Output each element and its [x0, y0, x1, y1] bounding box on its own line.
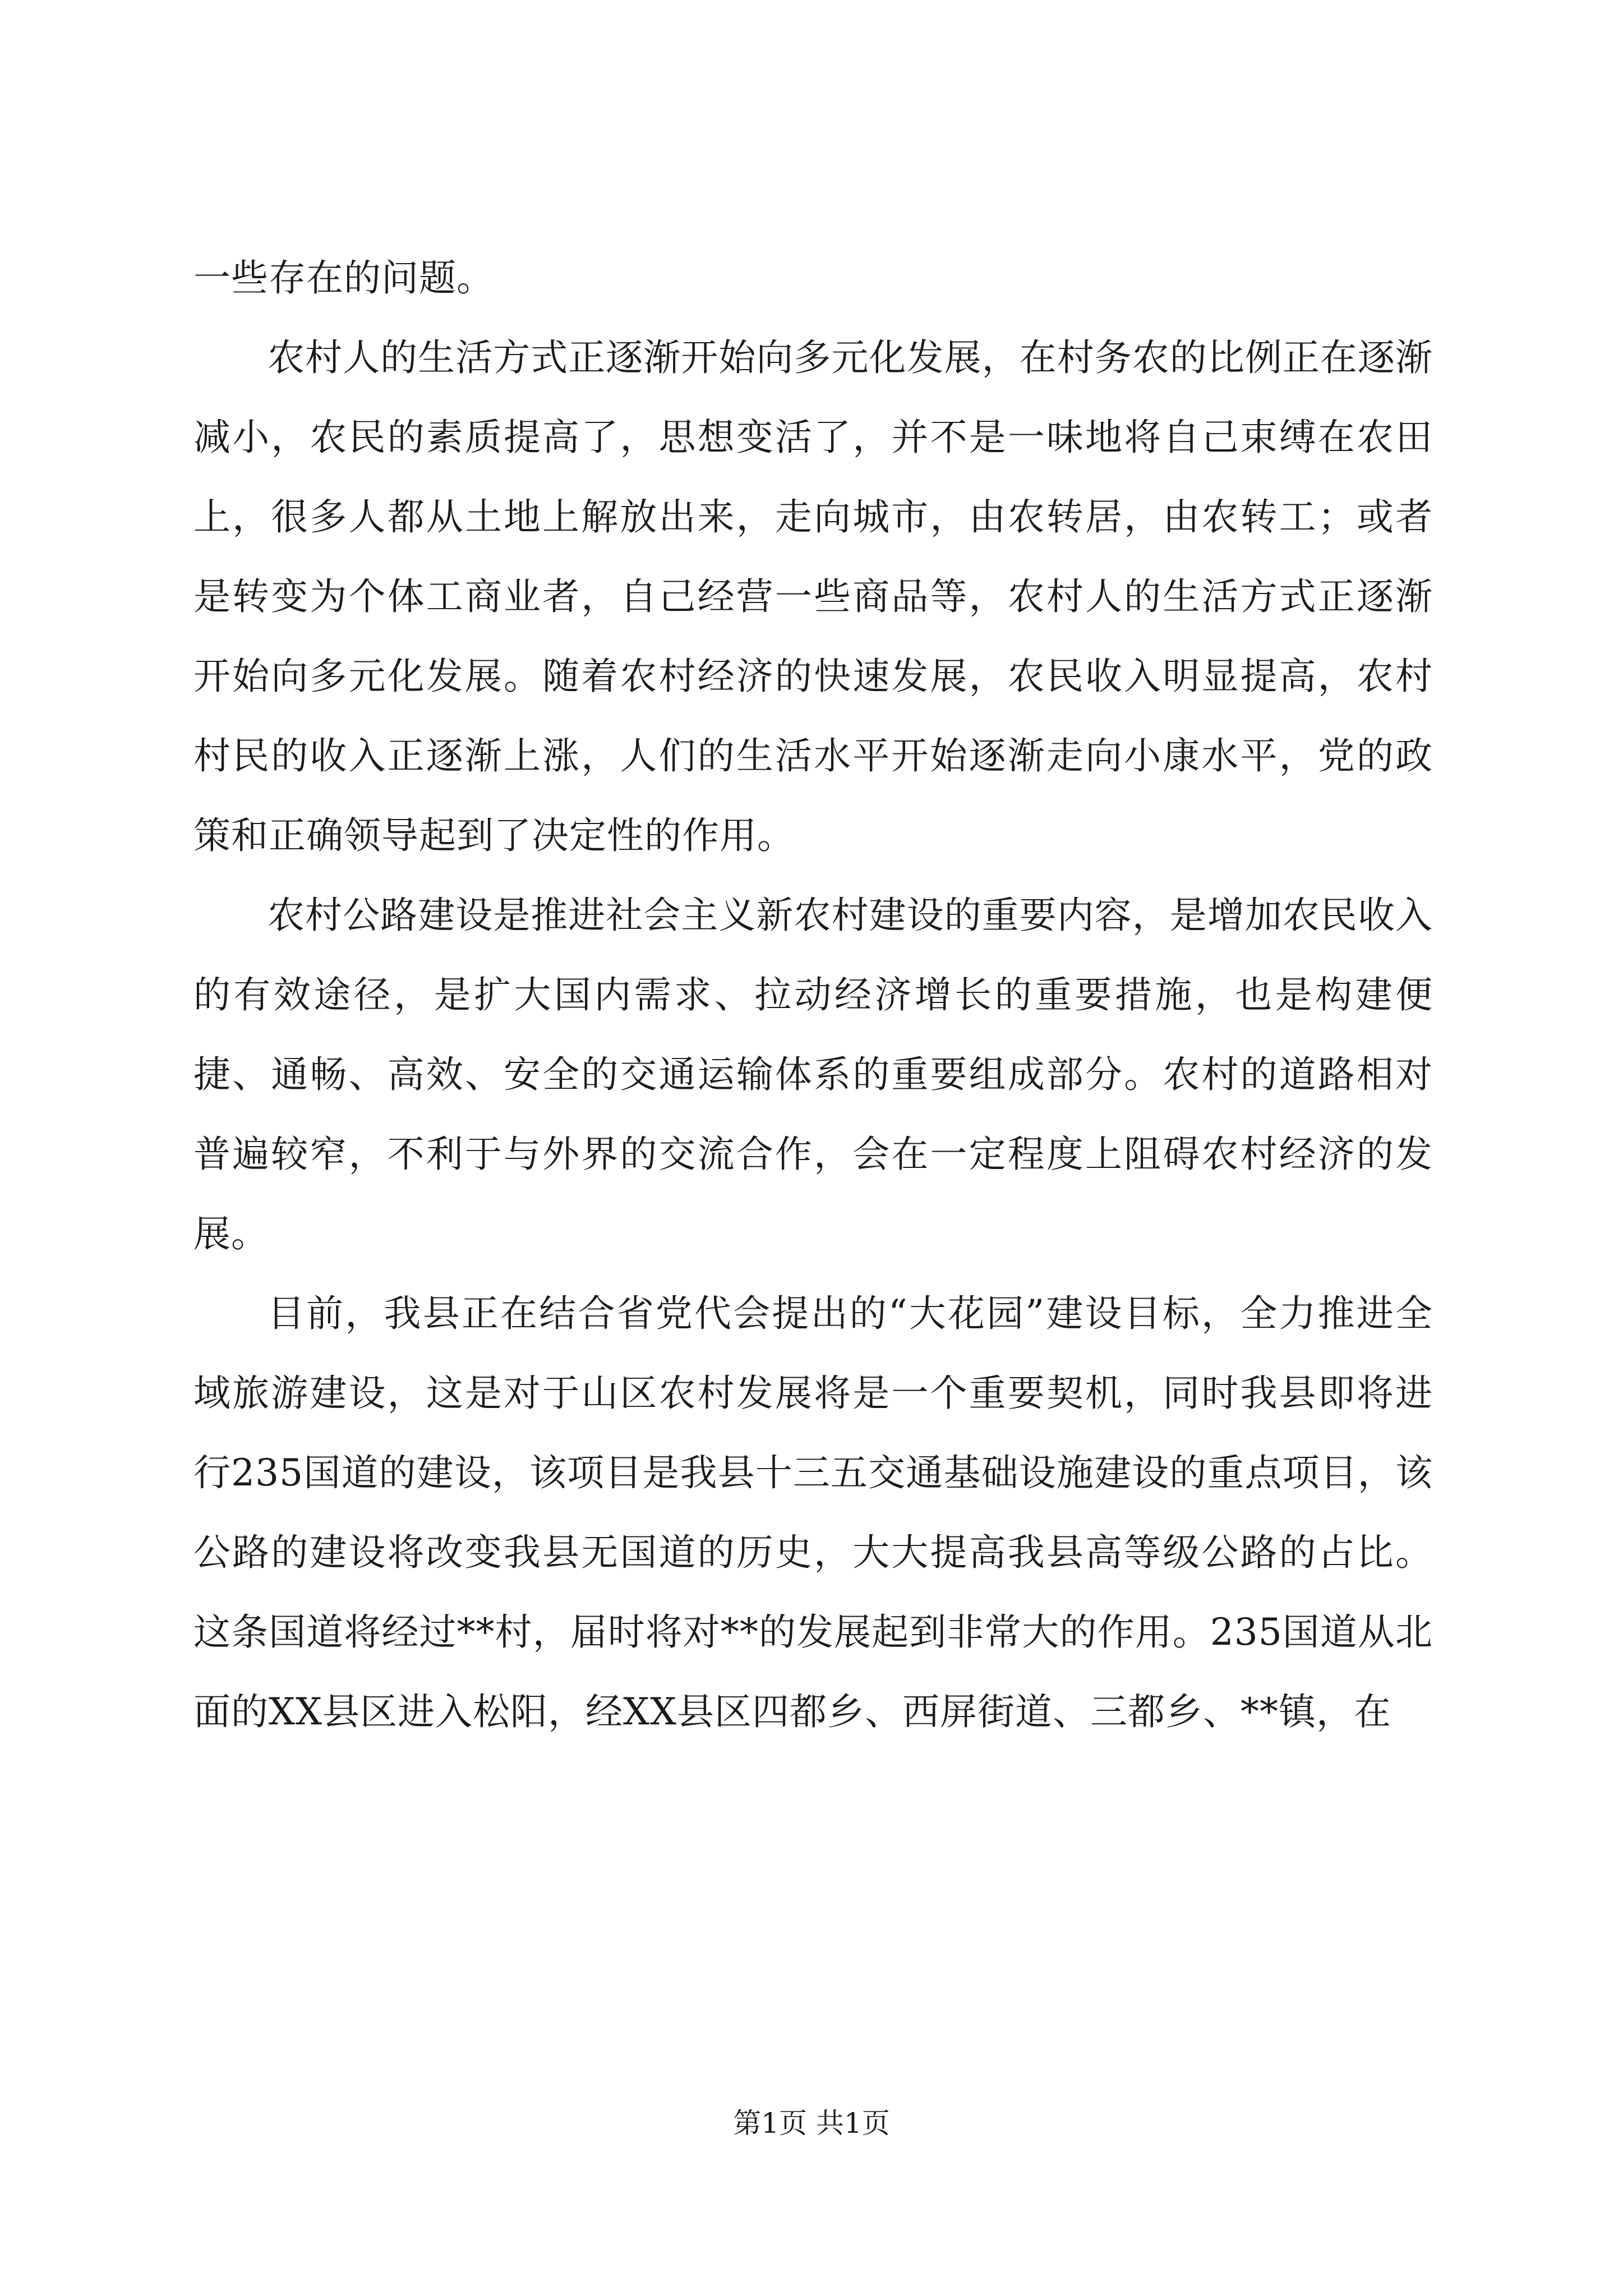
paragraph-lifestyle: 农村人的生活方式正逐渐开始向多元化发展，在村务农的比例正在逐渐减小，农民的素质提高了，思想变活了，并不是一味地将自己束缚在农田上，很多人都从土地上解放出来，走向城市，由农转居，由农转工；或者是转变为个体工商业者，自己经营一些商品等，农村人的生活方式正逐渐开始向多元化发展。随着农村经济的快速发展，农民收入明显提高，农村村民的收入正逐渐上涨，人们的生活水平开始逐渐走向小康水平，党的政策和正确领导起到了决定性的作用。 — [193, 336, 1433, 857]
page-footer: 第1页 共1页 — [733, 2107, 890, 2139]
paragraph-continued: 一些存在的问题。 — [193, 256, 494, 300]
paragraph-national-highway: 目前，我县正在结合省党代会提出的“大花园”建设目标，全力推进全域旅游建设，这是对于山区农村发展将是一个重要契机，同时我县即将进行235国道的建设，该项目是我县十三五交通基础设施建设的重点项目，该公路的建设将改变我县无国道的历史，大大提高我县高等级公路的占比。这条国道将经过**村，届时将对**的发展起到非常大的作用。235国道从北面的XX县区进入松阳，经XX县区四都乡、西屏街道、三都乡、**镇，在 — [193, 1292, 1433, 1733]
paragraph-road-construction: 农村公路建设是推进社会主义新农村建设的重要内容，是增加农民收入的有效途径，是扩大国内需求、拉动经济增长的重要措施，也是构建便捷、通畅、高效、安全的交通运输体系的重要组成部分。农村的道路相对普遍较窄，不利于与外界的交流合作，会在一定程度上阻碍农村经济的发展。 — [193, 894, 1433, 1255]
document-body — [193, 238, 1433, 1752]
